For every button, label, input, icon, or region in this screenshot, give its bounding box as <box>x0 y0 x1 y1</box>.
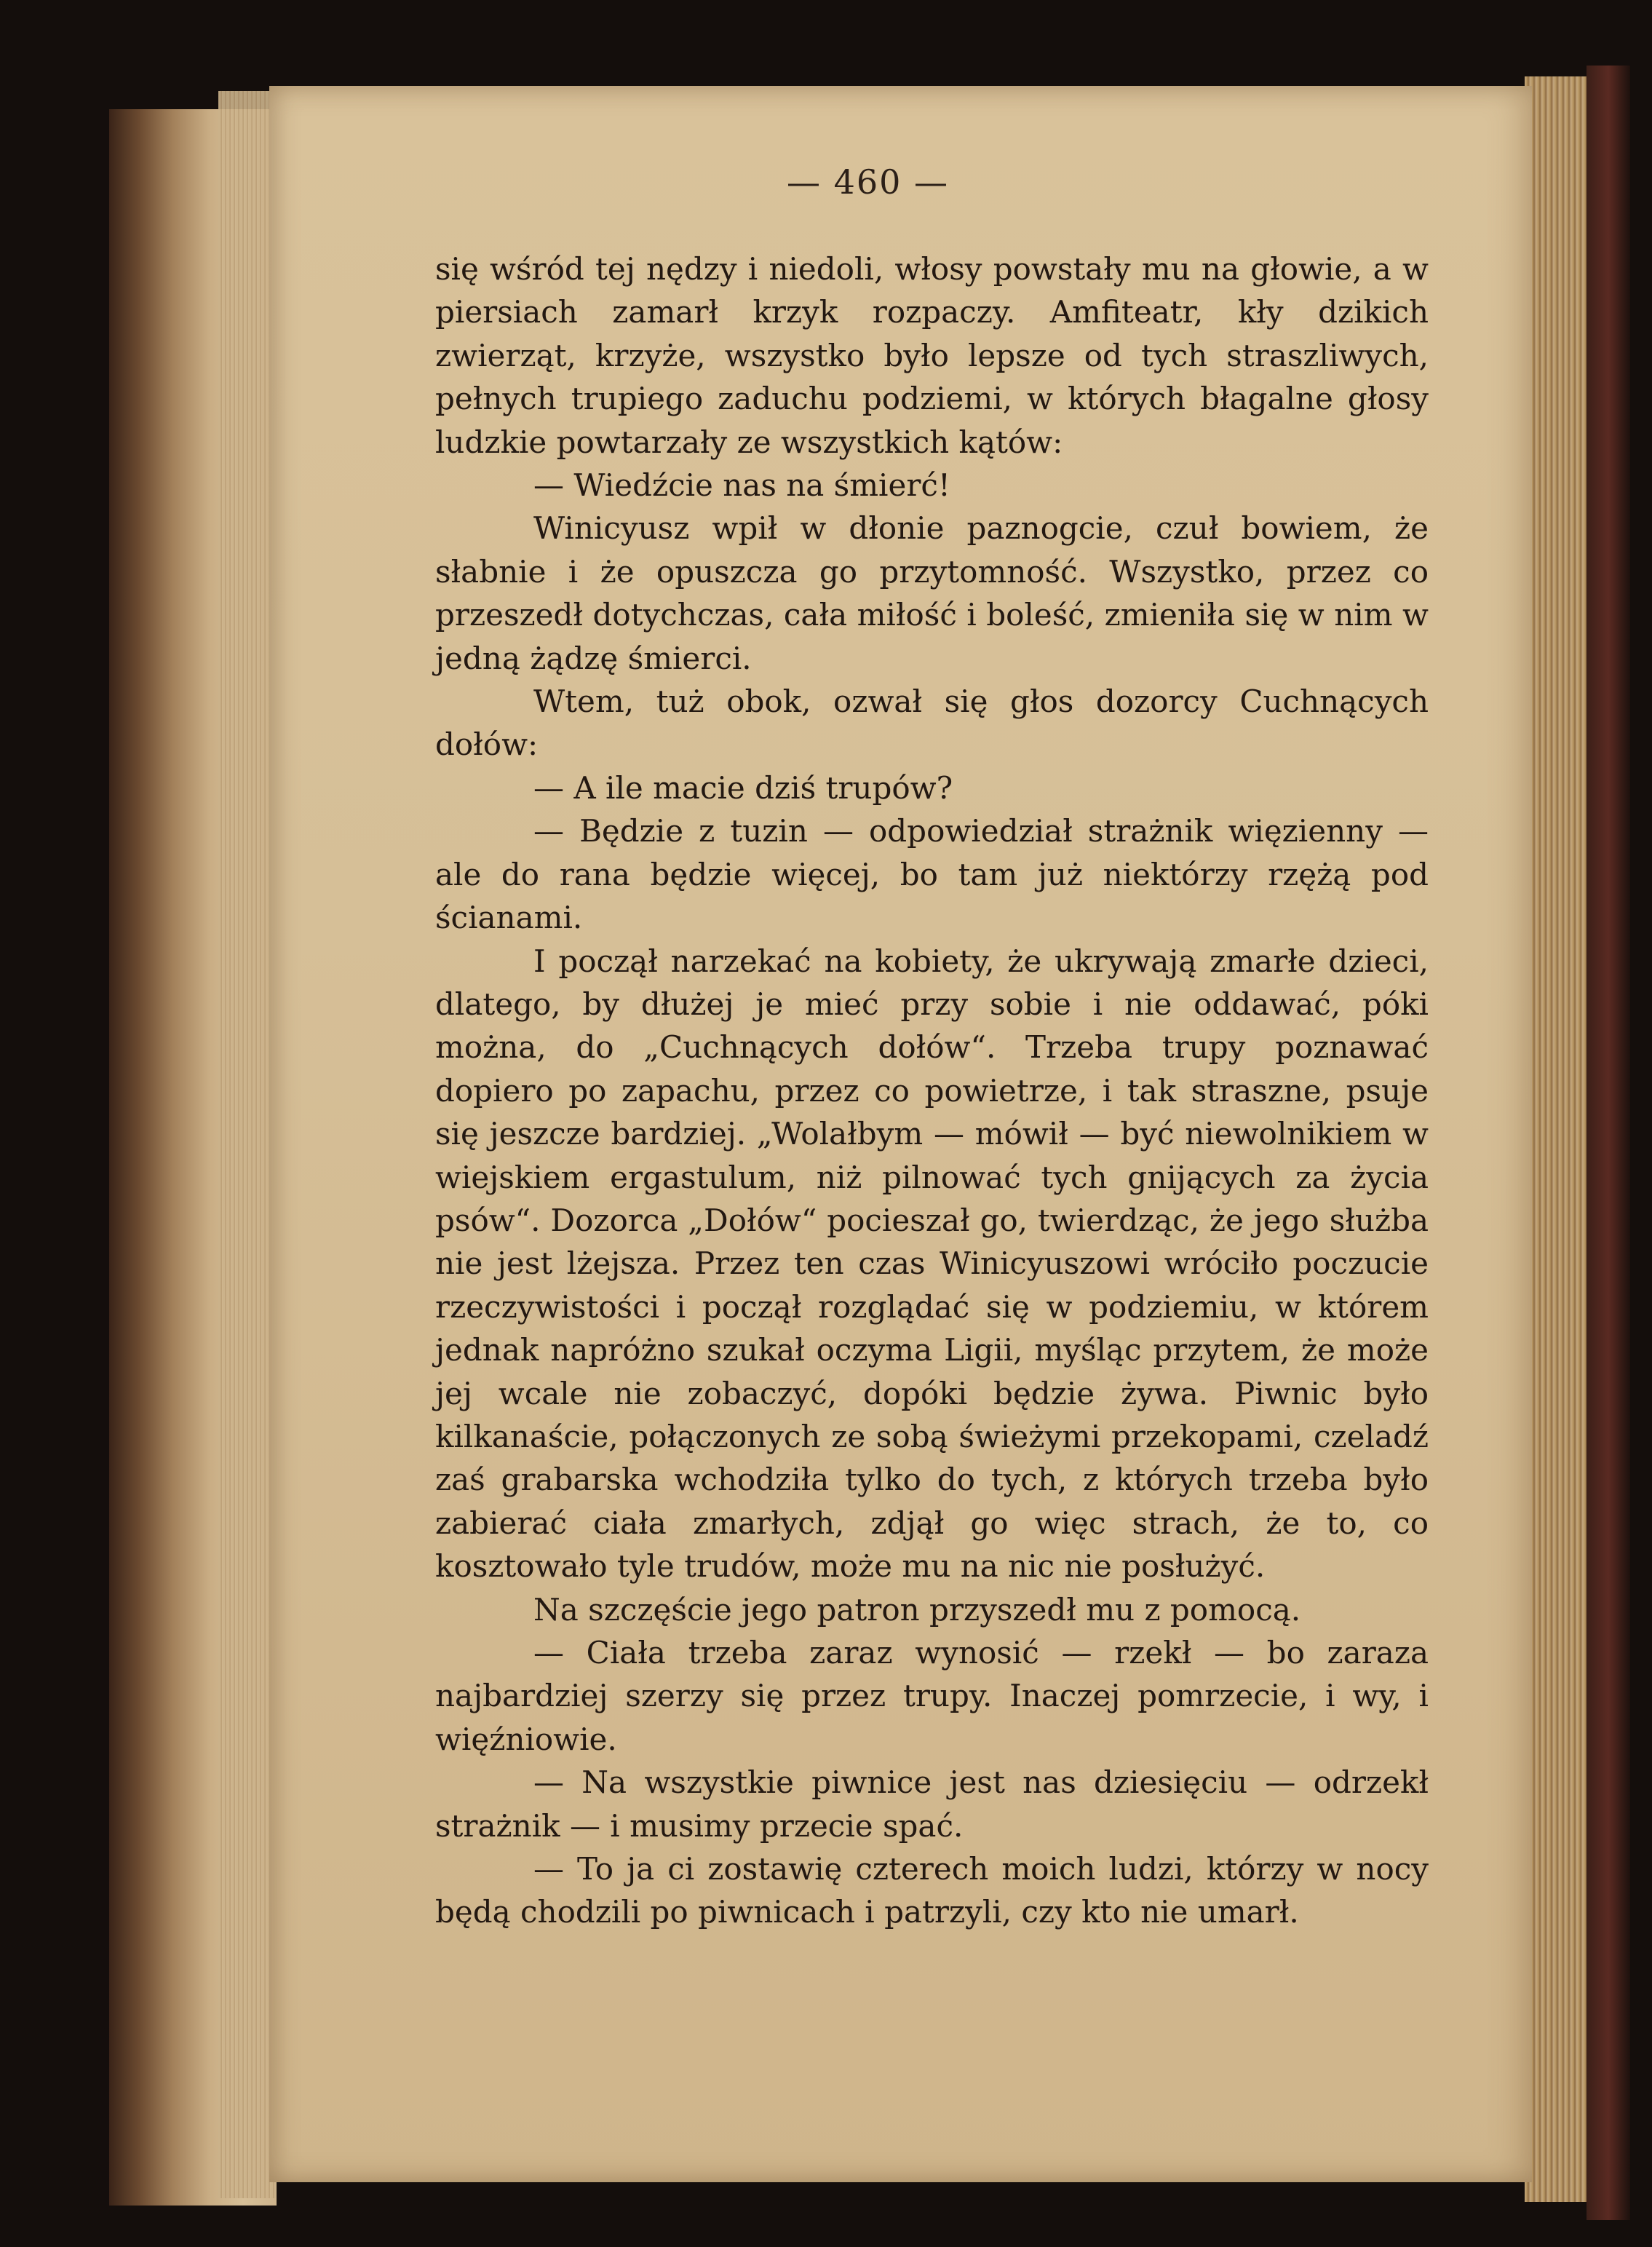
page-number: — 460 — <box>786 162 950 202</box>
book-cover-right <box>1587 66 1630 2220</box>
book-page <box>269 86 1532 2182</box>
paragraph: Winicyusz wpił w dłonie paznogcie, czuł bowiem, że słabnie i że opuszcza go przytomność. Wszystko, przez co przeszedł dotychczas, cała miłość i boleść, zmieniła się w nim w jedną żądzę śmierci. <box>435 510 1429 676</box>
paragraph: — Ciała trzeba zaraz wynosić — rzekł — bo zaraza najbardziej szerzy się przez trupy. Inaczej pomrzecie, i wy, i więźniowie. <box>435 1635 1429 1757</box>
paragraph: — Wiedźcie nas na śmierć! <box>533 467 950 504</box>
paragraph: I począł narzekać na kobiety, że ukrywają zmarłe dzieci, dlatego, by dłużej je mieć przy sobie i nie oddawać, póki można, do „Cuchnących dołów“. Trzeba trupy poznawać dopiero po zapachu, przez co powietrze, i tak straszne, psuje się jeszcze bardziej. „Wolałbym — mówił — być niewolnikiem w wiejskiem ergastulum, niż pilnować tych gnijących za życia psów“. Dozorca „Dołów“ pocieszał go, twierdząc, że jego służba nie jest lżejsza. Przez ten czas Winicyuszowi wróciło poczucie rzeczywistości i począł rozglądać się w podziemiu, w którem jednak napróżno szukał oczyma Ligii, myśląc przytem, że może jej wcale nie zobaczyć, dopóki będzie żywa. Piwnic było kilkanaście, połączonych ze sobą świeżymi przekopami, czeladź zaś grabarska wchodziła tylko do tych, z których trzeba było zabierać ciała zmarłych, zdjął go więc strach, że to, co kosztowało tyle trudów, może mu na nic nie posłużyć. <box>435 943 1429 1585</box>
paragraph: — Na wszystkie piwnice jest nas dziesięciu — odrzekł strażnik — i musimy przecie spać. <box>435 1764 1429 1844</box>
page-body-text <box>435 247 1429 1934</box>
paragraph: — A ile macie dziś trupów? <box>533 769 953 806</box>
paragraph: Wtem, tuż obok, ozwał się głos dozorcy Cuchnących dołów: <box>435 683 1429 763</box>
paragraph: — Będzie z tuzin — odpowiedział strażnik więzienny — ale do rana będzie więcej, bo tam już niektórzy rzężą pod ścianami. <box>435 813 1429 936</box>
page-stack-left <box>218 91 277 2198</box>
page-stack-right <box>1525 76 1590 2202</box>
paragraph: się wśród tej nędzy i niedoli, włosy powstały mu na głowie, a w piersiach zamarł krzyk rozpaczy. Amfiteatr, kły dzikich zwierząt, krzyże, wszystko było lepsze od tych straszliwych, pełnych trupiego zaduchu podziemi, w których błagalne głosy ludzkie powtarzały ze wszystkich kątów: <box>435 251 1429 460</box>
paragraph: Na szczęście jego patron przyszedł mu z pomocą. <box>533 1591 1301 1628</box>
paragraph: — To ja ci zostawię czterech moich ludzi, którzy w nocy będą chodzili po piwnicach i patrzyli, czy kto nie umarł. <box>435 1851 1429 1930</box>
